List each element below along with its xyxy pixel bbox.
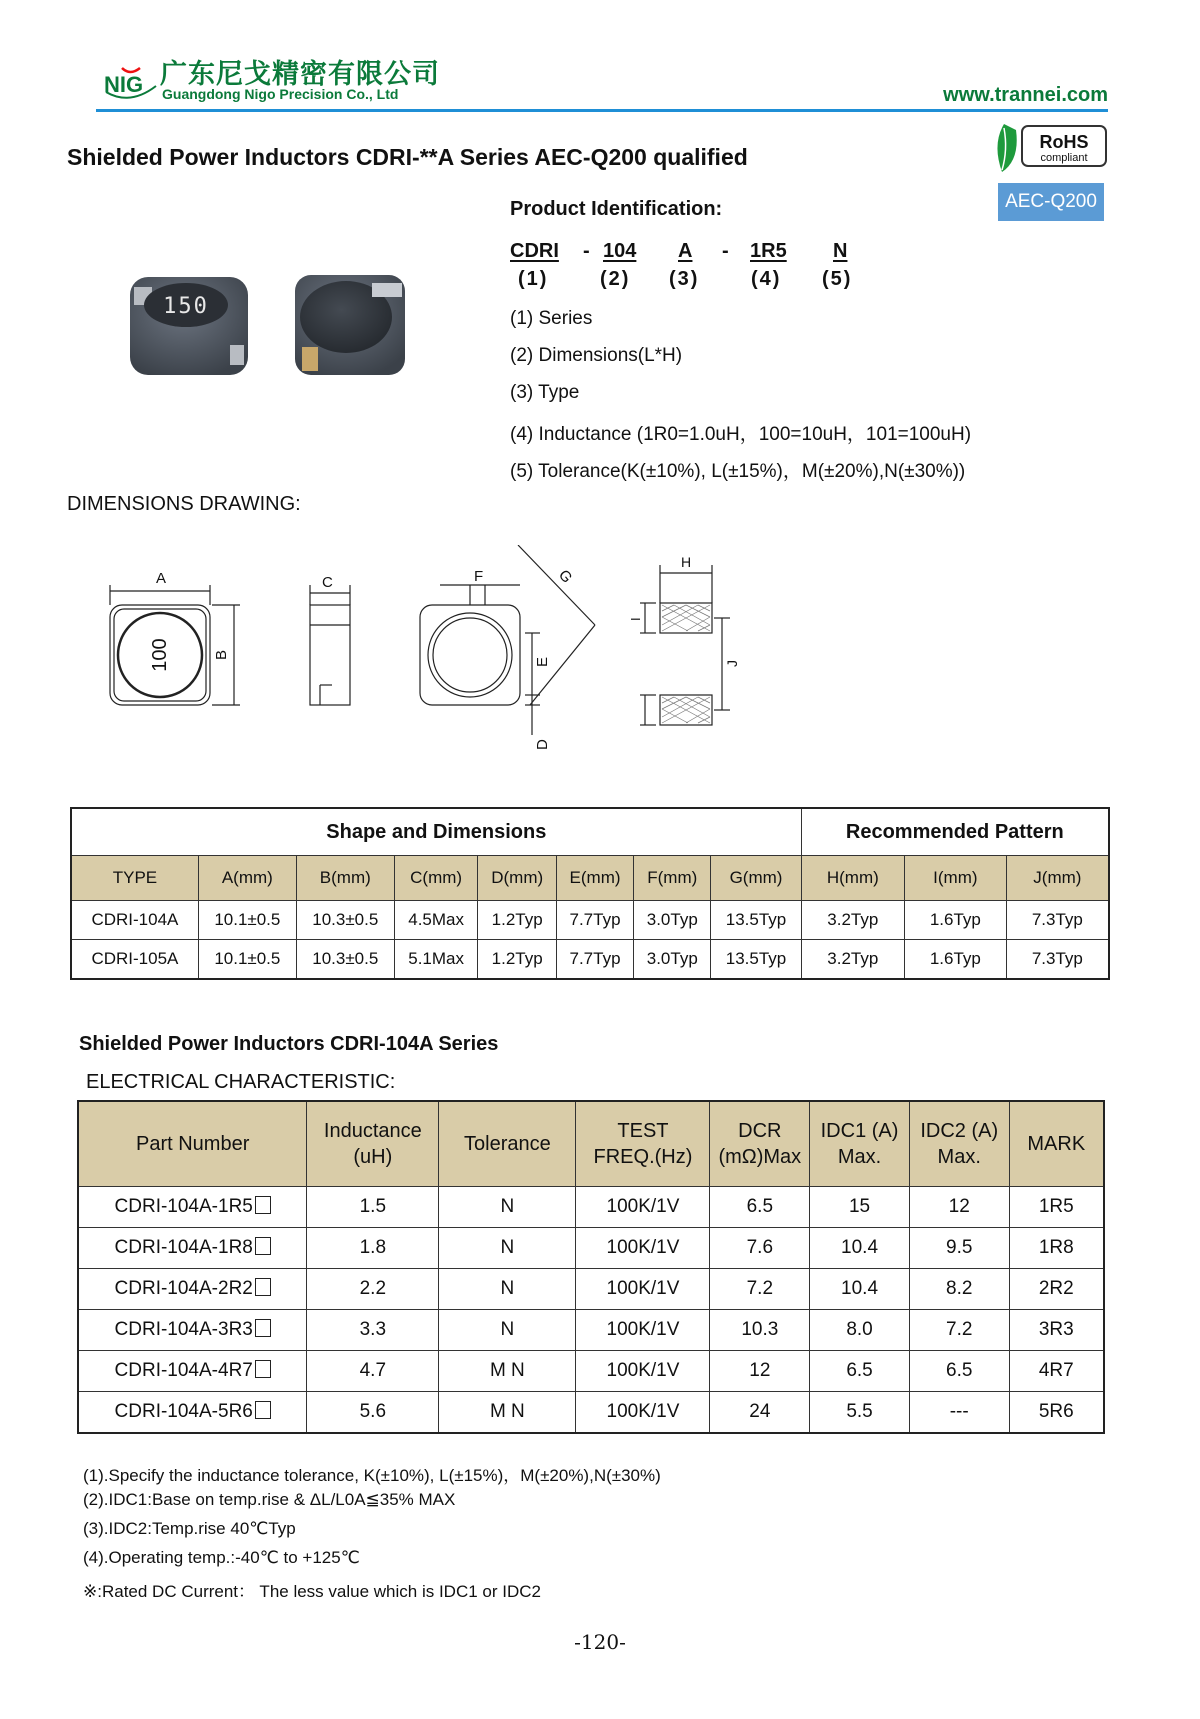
website-link[interactable]: www.trannei.com bbox=[943, 84, 1108, 106]
dimension-label-b: B bbox=[213, 649, 230, 661]
dimension-label-e: E bbox=[534, 656, 551, 667]
inductor-marking: 150 bbox=[163, 294, 209, 319]
code-number: (2) bbox=[600, 268, 631, 290]
tolerance-placeholder-box bbox=[255, 1401, 271, 1419]
table-cell: 1.8 bbox=[307, 1228, 439, 1269]
header-divider bbox=[96, 109, 1108, 112]
part-number-cell: CDRI-104A-1R8 bbox=[78, 1228, 307, 1269]
dimension-label-f: F bbox=[474, 568, 484, 585]
legend-dimensions: (2) Dimensions(L*H) bbox=[510, 345, 683, 366]
table-cell: 10.4 bbox=[810, 1228, 910, 1269]
table-cell: 1.6Typ bbox=[904, 901, 1006, 940]
table-cell: 10.3±0.5 bbox=[296, 901, 394, 940]
column-header: Tolerance bbox=[439, 1101, 576, 1187]
tolerance-placeholder-box bbox=[255, 1278, 271, 1296]
table-cell: --- bbox=[909, 1392, 1009, 1434]
table-cell: 10.3±0.5 bbox=[296, 940, 394, 980]
column-header: Inductance (uH) bbox=[307, 1101, 439, 1187]
table-cell: 3.2Typ bbox=[801, 901, 904, 940]
product-identification-heading: Product Identification: bbox=[510, 198, 723, 220]
table-cell: 100K/1V bbox=[576, 1351, 710, 1392]
table-row bbox=[78, 1310, 1104, 1351]
column-header: TEST FREQ.(Hz) bbox=[576, 1101, 710, 1187]
table-cell: 1.5 bbox=[307, 1187, 439, 1228]
part-number-cell: CDRI-104A-1R5 bbox=[78, 1187, 307, 1228]
code-number: (5) bbox=[822, 268, 853, 290]
column-header: B(mm) bbox=[296, 856, 394, 901]
column-header: IDC2 (A) Max. bbox=[909, 1101, 1009, 1187]
table-cell: N bbox=[439, 1310, 576, 1351]
dimension-label-j: J bbox=[724, 660, 740, 667]
table-cell: 6.5 bbox=[909, 1351, 1009, 1392]
column-header: TYPE bbox=[71, 856, 198, 901]
table-cell: N bbox=[439, 1187, 576, 1228]
table-row bbox=[78, 1187, 1104, 1228]
table-cell: 7.2 bbox=[710, 1269, 810, 1310]
drawing-marking-label: 100 bbox=[149, 638, 171, 672]
column-header: DCR (mΩ)Max bbox=[710, 1101, 810, 1187]
tolerance-placeholder-box bbox=[255, 1360, 271, 1378]
part-number-cell: CDRI-104A-4R7 bbox=[78, 1351, 307, 1392]
part-number-cell: CDRI-104A-2R2 bbox=[78, 1269, 307, 1310]
table-cell: 100K/1V bbox=[576, 1310, 710, 1351]
table-cell: 1R8 bbox=[1009, 1228, 1104, 1269]
column-header: A(mm) bbox=[198, 856, 296, 901]
rohs-label: RoHS bbox=[1039, 132, 1089, 152]
code-part-type: A bbox=[678, 240, 693, 262]
dimension-label-h: H bbox=[681, 554, 692, 570]
shape-dimensions-header: Shape and Dimensions bbox=[71, 808, 801, 856]
note-rated-current: ※:Rated DC Current： The less value which is IDC1 or IDC2 bbox=[83, 1582, 541, 1601]
table-cell: 1.2Typ bbox=[478, 940, 556, 980]
recommended-pattern-header: Recommended Pattern bbox=[801, 808, 1109, 856]
rohs-badge bbox=[990, 120, 1110, 178]
code-part-series: CDRI bbox=[510, 240, 559, 262]
table-cell: N bbox=[439, 1269, 576, 1310]
code-number: (3) bbox=[669, 268, 700, 290]
dimensions-drawing-heading: DIMENSIONS DRAWING: bbox=[67, 493, 301, 515]
table-row bbox=[78, 1392, 1104, 1434]
table-cell: 1.2Typ bbox=[478, 901, 556, 940]
page-number: -120- bbox=[574, 1630, 626, 1654]
table-cell: 12 bbox=[909, 1187, 1009, 1228]
table-cell: 13.5Typ bbox=[711, 901, 801, 940]
table-cell: 3R3 bbox=[1009, 1310, 1104, 1351]
note-tolerance: (1).Specify the inductance tolerance, K(±10%), L(±15%)，M(±20%),N(±30%) bbox=[83, 1466, 661, 1485]
tolerance-placeholder-box bbox=[255, 1196, 271, 1214]
company-logo bbox=[100, 62, 162, 104]
table-cell: 4.7 bbox=[307, 1351, 439, 1392]
table-cell: 5R6 bbox=[1009, 1392, 1104, 1434]
table-cell: 10.4 bbox=[810, 1269, 910, 1310]
code-dash: - bbox=[583, 240, 590, 262]
legend-series: (1) Series bbox=[510, 308, 593, 329]
dims-column-header-row bbox=[71, 856, 1109, 901]
code-number: (4) bbox=[751, 268, 782, 290]
table-cell: 7.3Typ bbox=[1006, 940, 1109, 980]
company-name-chinese: 广东尼戈精密有限公司 bbox=[160, 59, 440, 90]
legend-type: (3) Type bbox=[510, 382, 580, 403]
table-cell: 7.7Typ bbox=[556, 940, 633, 980]
column-header: IDC1 (A) Max. bbox=[810, 1101, 910, 1187]
table-cell: 12 bbox=[710, 1351, 810, 1392]
table-cell: CDRI-105A bbox=[71, 940, 198, 980]
table-cell: 8.0 bbox=[810, 1310, 910, 1351]
code-part-inductance: 1R5 bbox=[750, 240, 787, 262]
column-header: G(mm) bbox=[711, 856, 801, 901]
table-cell: 1.6Typ bbox=[904, 940, 1006, 980]
table-cell: 100K/1V bbox=[576, 1392, 710, 1434]
dimension-label-c: C bbox=[322, 574, 333, 591]
table-cell: 10.1±0.5 bbox=[198, 940, 296, 980]
table-cell: 100K/1V bbox=[576, 1187, 710, 1228]
column-header: I(mm) bbox=[904, 856, 1006, 901]
table-cell: 3.2Typ bbox=[801, 940, 904, 980]
electrical-characteristics-table bbox=[77, 1100, 1105, 1434]
table-cell: 24 bbox=[710, 1392, 810, 1434]
note-operating-temp: (4).Operating temp.:-40℃ to +125℃ bbox=[83, 1548, 360, 1567]
column-header: J(mm) bbox=[1006, 856, 1109, 901]
table-row bbox=[78, 1351, 1104, 1392]
table-row bbox=[71, 940, 1109, 980]
table-cell: 15 bbox=[810, 1187, 910, 1228]
table-cell: 6.5 bbox=[810, 1351, 910, 1392]
column-header: E(mm) bbox=[556, 856, 633, 901]
table-cell: M N bbox=[439, 1392, 576, 1434]
tolerance-placeholder-box bbox=[255, 1319, 271, 1337]
column-header: MARK bbox=[1009, 1101, 1104, 1187]
code-part-dimensions: 104 bbox=[603, 240, 637, 262]
table-cell: 5.5 bbox=[810, 1392, 910, 1434]
column-header: F(mm) bbox=[634, 856, 711, 901]
table-row bbox=[71, 901, 1109, 940]
table-cell: 7.3Typ bbox=[1006, 901, 1109, 940]
dimension-label-a: A bbox=[156, 570, 167, 587]
note-idc2: (3).IDC2:Temp.rise 40℃Typ bbox=[83, 1519, 296, 1538]
table-cell: 2R2 bbox=[1009, 1269, 1104, 1310]
part-number-cell: CDRI-104A-5R6 bbox=[78, 1392, 307, 1434]
table-row bbox=[78, 1228, 1104, 1269]
column-header: H(mm) bbox=[801, 856, 904, 901]
company-name-english: Guangdong Nigo Precision Co., Ltd bbox=[162, 86, 399, 102]
product-photo bbox=[120, 265, 420, 395]
legend-tolerance: (5) Tolerance(K(±10%), L(±15%)，M(±20%),N(±30%)) bbox=[510, 461, 966, 482]
dimension-label-d: D bbox=[534, 739, 551, 750]
shape-dimensions-table bbox=[70, 807, 1110, 980]
table-cell: 1R5 bbox=[1009, 1187, 1104, 1228]
note-idc1: (2).IDC1:Base on temp.rise & ΔL/L0A≦35% MAX bbox=[83, 1490, 456, 1509]
legend-inductance: (4) Inductance (1R0=1.0uH，100=10uH，101=100uH) bbox=[510, 424, 972, 445]
dimension-label-i: I bbox=[628, 617, 643, 621]
table-cell: 7.2 bbox=[909, 1310, 1009, 1351]
part-number-cell: CDRI-104A-3R3 bbox=[78, 1310, 307, 1351]
table-cell: 3.0Typ bbox=[634, 901, 711, 940]
logo-text: NIG bbox=[104, 72, 144, 97]
aec-q200-badge: AEC-Q200 bbox=[998, 183, 1104, 221]
table-row bbox=[78, 1269, 1104, 1310]
table-cell: 4.5Max bbox=[394, 901, 478, 940]
dimension-label-g: G bbox=[554, 566, 576, 587]
table-cell: M N bbox=[439, 1351, 576, 1392]
code-number: (1) bbox=[518, 268, 549, 290]
table-cell: 9.5 bbox=[909, 1228, 1009, 1269]
table-cell: 5.1Max bbox=[394, 940, 478, 980]
electrical-column-header-row bbox=[78, 1101, 1104, 1187]
code-dash: - bbox=[722, 240, 729, 262]
document-title: Shielded Power Inductors CDRI-**A Series AEC-Q200 qualified bbox=[67, 144, 748, 170]
table-cell: 100K/1V bbox=[576, 1228, 710, 1269]
table-cell: 10.1±0.5 bbox=[198, 901, 296, 940]
table-cell: 6.5 bbox=[710, 1187, 810, 1228]
rohs-sublabel: compliant bbox=[1040, 152, 1088, 164]
code-part-tolerance: N bbox=[833, 240, 848, 262]
tolerance-placeholder-box bbox=[255, 1237, 271, 1255]
column-header: D(mm) bbox=[478, 856, 556, 901]
table-cell: 7.7Typ bbox=[556, 901, 633, 940]
dimensions-drawing bbox=[100, 545, 800, 785]
table-cell: 3.0Typ bbox=[634, 940, 711, 980]
table-cell: 3.3 bbox=[307, 1310, 439, 1351]
column-header: C(mm) bbox=[394, 856, 478, 901]
table-cell: 100K/1V bbox=[576, 1269, 710, 1310]
table-cell: 8.2 bbox=[909, 1269, 1009, 1310]
table-cell: 5.6 bbox=[307, 1392, 439, 1434]
table-cell: CDRI-104A bbox=[71, 901, 198, 940]
table-cell: N bbox=[439, 1228, 576, 1269]
electrical-section-heading: Shielded Power Inductors CDRI-104A Series bbox=[79, 1033, 499, 1055]
electrical-characteristic-subheading: ELECTRICAL CHARACTERISTIC: bbox=[86, 1071, 396, 1093]
table-cell: 10.3 bbox=[710, 1310, 810, 1351]
table-cell: 4R7 bbox=[1009, 1351, 1104, 1392]
table-cell: 2.2 bbox=[307, 1269, 439, 1310]
table-cell: 13.5Typ bbox=[711, 940, 801, 980]
table-cell: 7.6 bbox=[710, 1228, 810, 1269]
column-header: Part Number bbox=[78, 1101, 307, 1187]
